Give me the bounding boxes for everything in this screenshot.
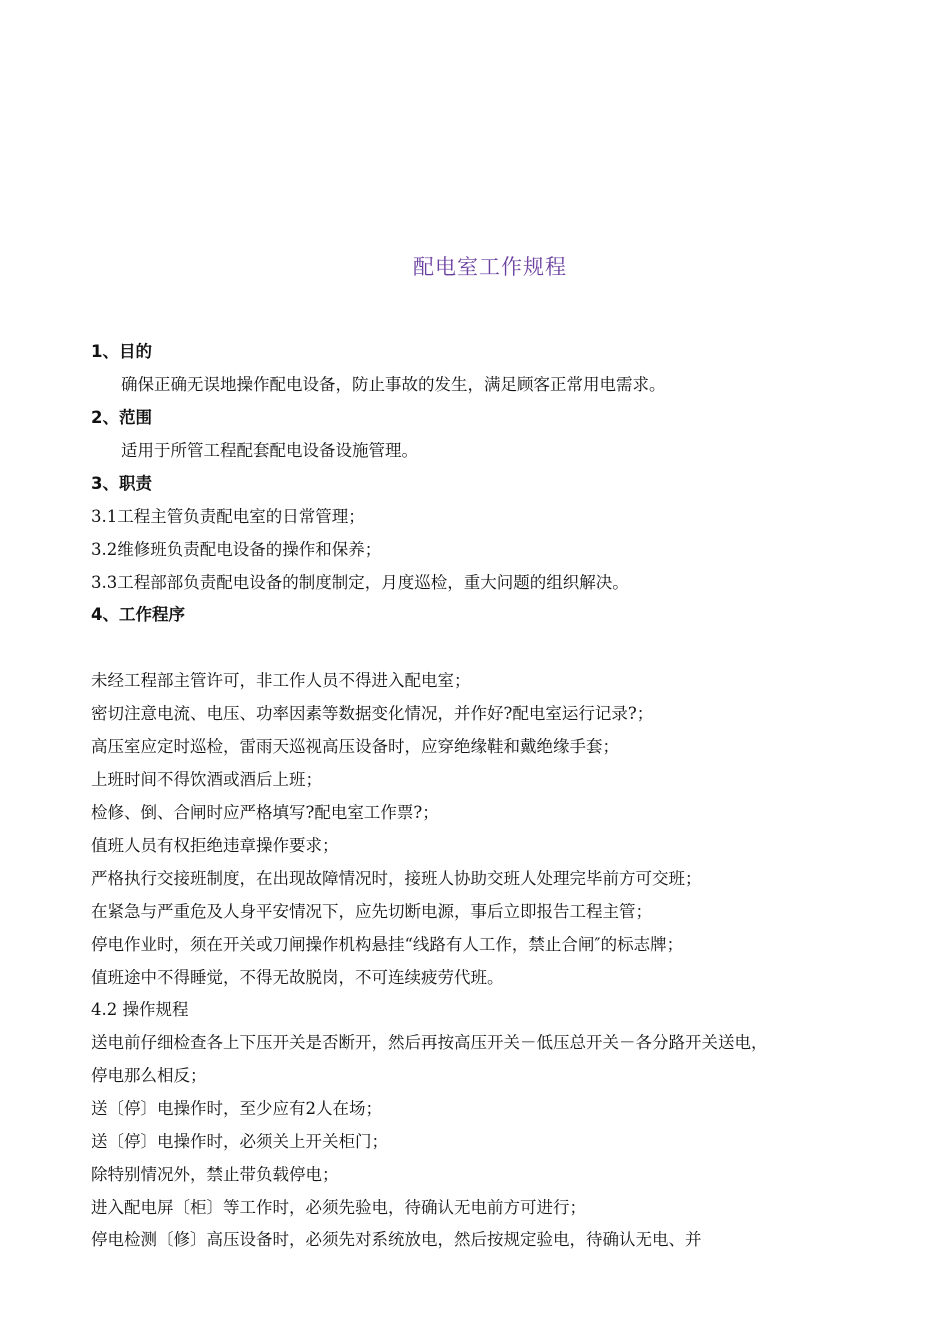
procedure-rule: 高压室应定时巡检，雷雨天巡视高压设备时，应穿绝缘鞋和戴绝缘手套； [91, 737, 619, 756]
procedure-rule: 密切注意电流、电压、功率因素等数据变化情况，并作好?配电室运行记录?； [91, 704, 654, 723]
section-heading-scope: 2、范围 [91, 408, 152, 427]
operation-rule: 送〔停〕电操作时，必须关上开关柜门； [91, 1132, 388, 1151]
operation-rule: 停电那么相反； [91, 1066, 207, 1085]
operation-rule: 送〔停〕电操作时，至少应有2人在场； [91, 1099, 382, 1118]
procedure-rule: 停电作业时，须在开关或刀闸操作机构悬挂“线路有人工作，禁止合闸″的标志牌； [91, 935, 684, 954]
procedure-rule: 值班途中不得睡觉，不得无故脱岗，不可连续疲劳代班。 [91, 968, 504, 987]
procedure-rule: 严格执行交接班制度，在出现故障情况时，接班人协助交班人处理完毕前方可交班； [91, 869, 702, 888]
procedure-rule: 在紧急与严重危及人身平安情况下，应先切断电源，事后立即报告工程主管； [91, 902, 652, 921]
operation-rule: 送电前仔细检查各上下压开关是否断开，然后再按高压开关－低压总开关－各分路开关送电， [91, 1033, 768, 1052]
procedure-rule: 值班人员有权拒绝违章操作要求； [91, 836, 339, 855]
section-heading-purpose: 1、目的 [91, 342, 152, 361]
procedure-rule: 上班时间不得饮酒或酒后上班； [91, 770, 322, 789]
procedure-rule: 未经工程部主管许可，非工作人员不得进入配电室； [91, 671, 471, 690]
page-title: 配电室工作规程 [413, 255, 567, 279]
operation-rule: 停电检测〔修〕高压设备时，必须先对系统放电，然后按规定验电，待确认无电、并 [91, 1230, 702, 1249]
section-body-purpose: 确保正确无误地操作配电设备，防止事故的发生，满足顾客正常用电需求。 [121, 375, 666, 394]
duty-item: 3.1工程主管负责配电室的日常管理； [91, 507, 365, 526]
subsection-heading-operations: 4.2 操作规程 [91, 1000, 189, 1019]
duty-item: 3.2维修班负责配电设备的操作和保养； [91, 540, 382, 559]
duty-item: 3.3工程部部负责配电设备的制度制定，月度巡检，重大问题的组织解决。 [91, 573, 629, 592]
section-heading-procedure: 4、工作程序 [91, 605, 185, 624]
section-body-scope: 适用于所管工程配套配电设备设施管理。 [121, 441, 418, 460]
operation-rule: 除特别情况外，禁止带负载停电； [91, 1165, 339, 1184]
operation-rule: 进入配电屏〔柜〕等工作时，必须先验电，待确认无电前方可进行； [91, 1198, 586, 1217]
section-heading-duties: 3、职责 [91, 474, 152, 493]
procedure-rule: 检修、倒、合闸时应严格填写?配电室工作票?； [91, 803, 439, 822]
